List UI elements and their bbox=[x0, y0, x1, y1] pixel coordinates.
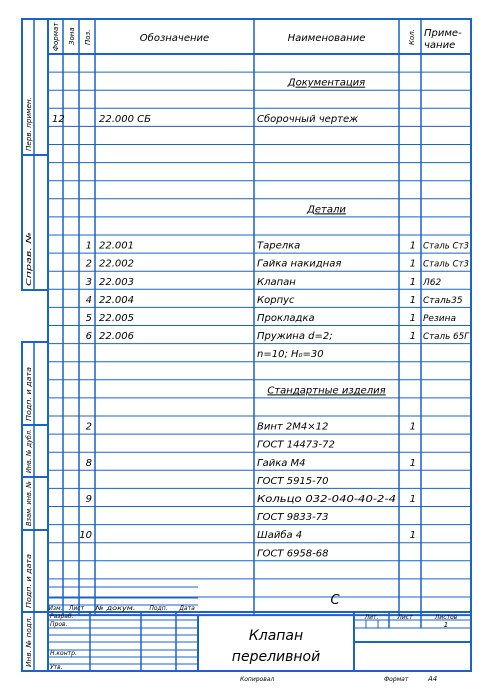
row-qty: 1 bbox=[409, 313, 416, 324]
row-qty: 1 bbox=[409, 331, 416, 343]
row-format: 12 bbox=[52, 113, 65, 125]
row-note: Сталь Ст3 bbox=[423, 241, 470, 252]
revision-label: Изм. bbox=[48, 605, 63, 612]
section-heading: Детали bbox=[307, 204, 346, 216]
row-qty: 1 bbox=[409, 294, 416, 306]
margin-label: Справ. № bbox=[25, 251, 33, 286]
row-designation: 22.004 bbox=[99, 294, 134, 306]
row-name: ГОСТ 5915-70 bbox=[257, 475, 329, 487]
row-designation: 22.006 bbox=[99, 331, 134, 343]
row-name: Клапан bbox=[257, 276, 296, 288]
header-note: чание bbox=[424, 40, 456, 51]
row-pos: 5 bbox=[85, 313, 92, 324]
row-qty: 1 bbox=[409, 276, 416, 288]
margin-label: Инв. № дубл. bbox=[25, 425, 33, 473]
section-heading: Стандартные изделия bbox=[267, 385, 386, 397]
row-designation: 22.003 bbox=[99, 276, 134, 288]
document-code: С bbox=[330, 593, 340, 608]
row-qty: 1 bbox=[409, 530, 416, 542]
row-designation: 22.002 bbox=[99, 258, 134, 270]
row-name: Сборочный чертеж bbox=[257, 113, 359, 125]
row-name: ГОСТ 6958-68 bbox=[257, 548, 329, 560]
role-label: Н.контр. bbox=[50, 650, 77, 657]
row-note: Л62 bbox=[423, 277, 442, 288]
header-pos: Поз. bbox=[84, 29, 92, 45]
revision-label: Подп. bbox=[149, 605, 168, 612]
header-qty: Кол. bbox=[408, 29, 416, 45]
row-designation: 22.005 bbox=[99, 313, 134, 324]
lit-label: Лит. bbox=[364, 614, 379, 621]
row-qty: 1 bbox=[409, 421, 416, 433]
row-pos: 9 bbox=[85, 494, 92, 505]
format-value: А4 bbox=[428, 675, 438, 683]
role-label: Разраб. bbox=[50, 613, 74, 620]
row-name: ГОСТ 14473-72 bbox=[257, 439, 335, 451]
section-heading: Документация bbox=[287, 77, 366, 89]
copied-label: Копировал bbox=[240, 676, 275, 683]
margin-label: Подп. и дата bbox=[25, 373, 33, 421]
margin-label: Взам. инв. № bbox=[25, 478, 33, 526]
row-designation: 22.000 СБ bbox=[99, 113, 152, 125]
revision-label: № докум. bbox=[94, 605, 136, 612]
role-label: Утв. bbox=[50, 664, 63, 671]
row-name: Винт 2М4×12 bbox=[257, 421, 329, 433]
row-name: Кольцо 032-040-40-2-4 bbox=[257, 494, 396, 505]
row-qty: 1 bbox=[409, 240, 416, 252]
row-name: Прокладка bbox=[257, 313, 315, 324]
row-note: Резина bbox=[423, 314, 456, 324]
row-pos: 3 bbox=[85, 276, 92, 288]
sheets-value: 1 bbox=[443, 621, 449, 629]
row-qty: 1 bbox=[409, 258, 416, 270]
margin-label: Перв. примен. bbox=[25, 98, 33, 151]
row-designation: 22.001 bbox=[99, 240, 134, 252]
row-pos: 4 bbox=[85, 294, 92, 306]
revision-label: Лист bbox=[68, 605, 85, 612]
row-note: Сталь 65Г bbox=[423, 332, 470, 343]
header-format: Формат bbox=[52, 22, 60, 51]
drawing-title: переливной bbox=[231, 649, 321, 665]
row-name: ГОСТ 9833-73 bbox=[257, 512, 329, 524]
row-name: Гайка накидная bbox=[257, 258, 342, 270]
frame-lines bbox=[22, 19, 471, 671]
row-name: Гайка М4 bbox=[257, 457, 306, 469]
margin-label: Подп. и дата bbox=[25, 560, 33, 608]
row-name: Корпус bbox=[257, 294, 295, 306]
header-designation: Обозначение bbox=[139, 33, 210, 44]
row-pos: 10 bbox=[79, 530, 92, 542]
role-label: Пров. bbox=[50, 621, 68, 628]
row-qty: 1 bbox=[409, 494, 416, 505]
sheet-texts bbox=[25, 22, 470, 683]
sheets-label: Листов bbox=[434, 614, 458, 621]
format-label: Формат bbox=[384, 676, 409, 683]
row-note: Сталь Ст3 bbox=[423, 259, 470, 270]
header-zone: Зона bbox=[68, 27, 76, 45]
row-pos: 2 bbox=[85, 421, 92, 433]
row-name: Пружина d=2; bbox=[257, 331, 333, 343]
row-pos: 2 bbox=[85, 258, 92, 270]
sheet-label: Лист bbox=[397, 614, 413, 621]
row-pos: 1 bbox=[85, 240, 92, 252]
row-pos: 8 bbox=[85, 457, 92, 469]
header-name: Наименование bbox=[287, 33, 366, 44]
row-name: n=10; H₀=30 bbox=[257, 349, 324, 361]
row-qty: 1 bbox=[409, 457, 416, 469]
margin-label: Инв. № подл. bbox=[25, 618, 33, 667]
row-pos: 6 bbox=[85, 331, 92, 343]
row-name: Тарелка bbox=[257, 240, 301, 252]
revision-label: Дата bbox=[179, 605, 195, 612]
drawing-title: Клапан bbox=[248, 628, 304, 644]
header-note: Приме- bbox=[424, 28, 462, 39]
row-name: Шайба 4 bbox=[257, 530, 303, 542]
row-note: Сталь35 bbox=[423, 295, 463, 306]
